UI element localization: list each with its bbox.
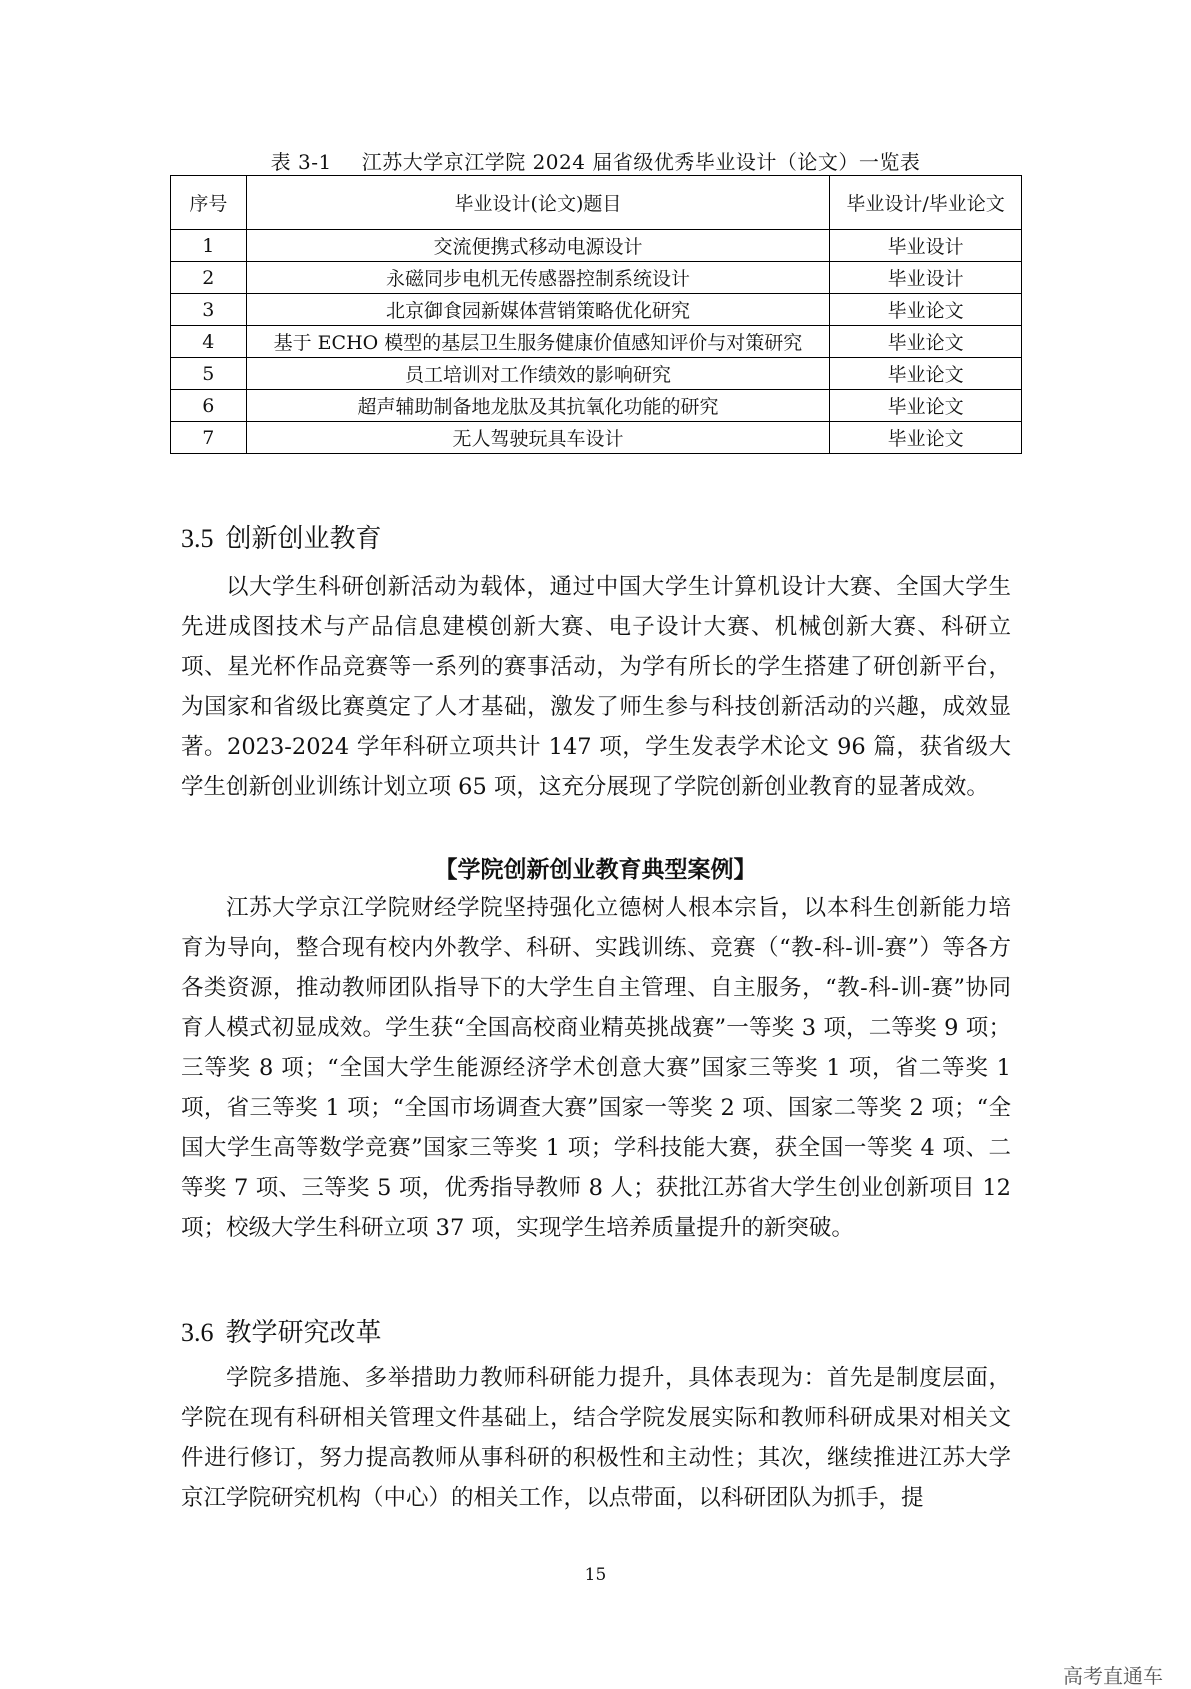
cell-index: 6: [171, 390, 247, 422]
section-number: 3.5: [181, 524, 214, 553]
table-row: [171, 422, 1022, 454]
section-3-6-paragraph: 学院多措施、多举措助力教师科研能力提升，具体表现为：首先是制度层面，学院在现有科研相关管理文件基础上，结合学院发展实际和教师科研成果对相关文件进行修订，努力提高教师从事科研的积极性和主动性；其次，继续推进江苏大学京江学院研究机构（中心）的相关工作，以点带面，以科研团队为抓手，提: [181, 1365, 1011, 1511]
cell-type: 毕业论文: [830, 326, 1022, 358]
header-index: 序号: [171, 176, 247, 230]
section-heading-3-6: [181, 1312, 382, 1349]
table-row: [171, 230, 1022, 262]
table-header-row: [171, 176, 1022, 230]
table-row: [171, 358, 1022, 390]
cell-index: 5: [171, 358, 247, 390]
cell-index: 7: [171, 422, 247, 454]
cell-type: 毕业论文: [830, 358, 1022, 390]
header-title: 毕业设计(论文)题目: [246, 176, 830, 230]
cell-title: 超声辅助制备地龙肽及其抗氧化功能的研究: [246, 390, 830, 422]
section-title: 教学研究改革: [225, 1318, 382, 1348]
cell-type: 毕业论文: [830, 294, 1022, 326]
thesis-table: [170, 175, 1022, 454]
cell-title: 交流便携式移动电源设计: [246, 230, 830, 262]
section-number: 3.6: [181, 1318, 214, 1347]
page-number: 15: [584, 1565, 607, 1585]
case-paragraph: 江苏大学京江学院财经学院坚持强化立德树人根本宗旨，以本科生创新能力培育为导向，整合现有校内外教学、科研、实践训练、竞赛（“教-科-训-赛”）等各方各类资源，推动教师团队指导下的大学生自主管理、自主服务，“教-科-训-赛”协同育人模式初显成效。学生获“全国高校商业精英挑战赛”一等奖 3 项，二等奖 9 项；三等奖 8 项；“全国大学生能源经济学术创意大赛”国家三等奖 1 项，省二等奖 1 项，省三等奖 1 项；“全国市场调查大赛”国家一等奖 2 项、国家二等奖 2 项；“全国大学生高等数学竞赛”国家三等奖 1 项；学科技能大赛，获全国一等奖 4 项、二等奖 7 项、三等奖 5 项，优秀指导教师 8 人；获批江苏省大学生创业创新项目 12 项；校级大学生科研立项 37 项，实现学生培养质量提升的新突破。: [181, 895, 1011, 1241]
table-row: [171, 294, 1022, 326]
section-heading-3-5: [181, 518, 382, 555]
watermark: 高考直通车: [1063, 1664, 1163, 1688]
table-caption: [0, 146, 1191, 175]
cell-title: 员工培训对工作绩效的影响研究: [246, 358, 830, 390]
cell-type: 毕业论文: [830, 390, 1022, 422]
cell-type: 毕业设计: [830, 230, 1022, 262]
cell-index: 3: [171, 294, 247, 326]
table-row: [171, 262, 1022, 294]
cell-index: 1: [171, 230, 247, 262]
cell-title: 永磁同步电机无传感器控制系统设计: [246, 262, 830, 294]
cell-index: 2: [171, 262, 247, 294]
cell-title: 无人驾驶玩具车设计: [246, 422, 830, 454]
case-title: 【学院创新创业教育典型案例】: [434, 857, 757, 883]
section-title: 创新创业教育: [225, 524, 382, 554]
table-row: [171, 326, 1022, 358]
cell-type: 毕业论文: [830, 422, 1022, 454]
table-row: [171, 390, 1022, 422]
cell-title: 北京御食园新媒体营销策略优化研究: [246, 294, 830, 326]
section-3-5-paragraph: 以大学生科研创新活动为载体，通过中国大学生计算机设计大赛、全国大学生先进成图技术与产品信息建模创新大赛、电子设计大赛、机械创新大赛、科研立项、星光杯作品竞赛等一系列的赛事活动，为学有所长的学生搭建了研创新平台，为国家和省级比赛奠定了人才基础，激发了师生参与科技创新活动的兴趣，成效显著。2023-2024 学年科研立项共计 147 项，学生发表学术论文 96 篇，获省级大学生创新创业训练计划立项 65 项，这充分展现了学院创新创业教育的显著成效。: [181, 574, 1011, 800]
cell-index: 4: [171, 326, 247, 358]
header-type: 毕业设计/毕业论文: [830, 176, 1022, 230]
cell-title: 基于 ECHO 模型的基层卫生服务健康价值感知评价与对策研究: [246, 326, 830, 358]
table-caption-number: 表 3-1: [270, 150, 332, 174]
cell-type: 毕业设计: [830, 262, 1022, 294]
table-caption-title: 江苏大学京江学院 2024 届省级优秀毕业设计（论文）一览表: [361, 150, 921, 174]
